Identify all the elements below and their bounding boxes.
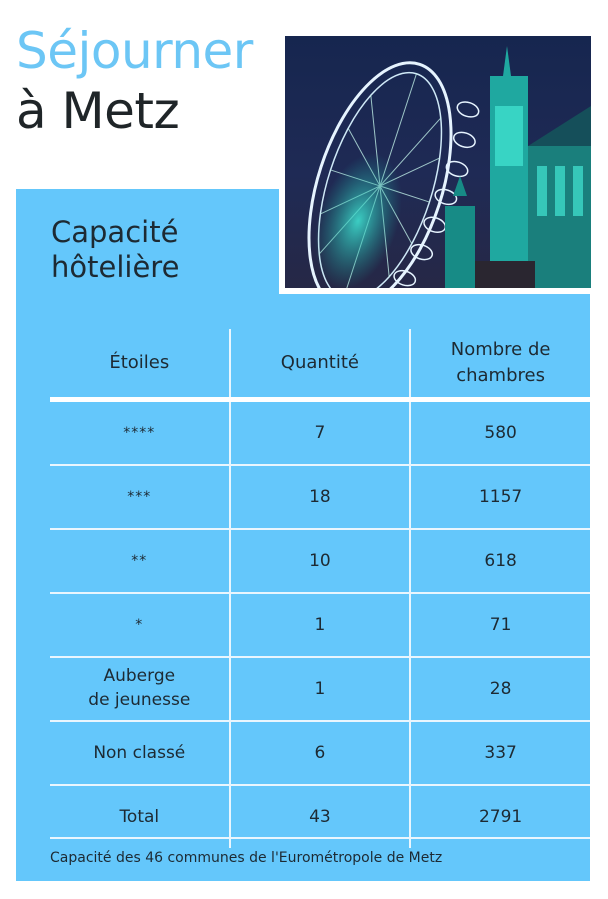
cell-rooms: 580 xyxy=(410,400,590,466)
table-header-row xyxy=(50,329,590,400)
cell-quantity: 43 xyxy=(230,785,411,848)
cell-rooms: 337 xyxy=(410,721,590,785)
metz-night-photo xyxy=(285,36,591,288)
photo-frame xyxy=(279,30,605,294)
cell-quantity: 10 xyxy=(230,529,411,593)
ferris-wheel-cathedral-illustration xyxy=(285,36,591,288)
cell-category: **** xyxy=(123,425,156,441)
cell-rooms: 618 xyxy=(410,529,590,593)
header-quantity: Quantité xyxy=(230,329,411,400)
table-row xyxy=(50,529,590,593)
header-rooms-line2: chambres xyxy=(456,365,545,386)
cell-quantity: 1 xyxy=(230,657,411,721)
cell-quantity: 6 xyxy=(230,721,411,785)
cell-quantity: 7 xyxy=(230,400,411,466)
table-row xyxy=(50,400,590,466)
header-rooms-line1: Nombre de xyxy=(450,338,551,360)
table-row xyxy=(50,593,590,657)
table-row xyxy=(50,657,590,721)
cell-quantity: 1 xyxy=(230,593,411,657)
cell-rooms: 2791 xyxy=(410,785,590,848)
cell-rooms: 28 xyxy=(410,657,590,721)
cell-category: Non classé xyxy=(50,721,230,785)
panel-title-line2: hôtelière xyxy=(51,249,180,284)
header-stars: Étoiles xyxy=(50,329,230,400)
cell-category-line1: Auberge xyxy=(103,666,176,687)
cell-category xyxy=(50,657,230,721)
cell-quantity: 18 xyxy=(230,465,411,529)
footnote: Capacité des 46 communes de l'Eurométropole de Metz xyxy=(50,850,443,866)
page-title xyxy=(16,22,253,140)
panel-title xyxy=(51,215,179,285)
cell-category-line2: de jeunesse xyxy=(88,690,191,710)
cell-category: ** xyxy=(50,529,230,593)
panel-title-line1: Capacité xyxy=(51,215,179,249)
cell-rooms: 71 xyxy=(410,593,590,657)
hotel-capacity-table xyxy=(50,329,590,848)
cell-category: *** xyxy=(50,465,230,529)
cell-rooms: 1157 xyxy=(410,465,590,529)
title-line-a-metz: à Metz xyxy=(16,82,180,140)
cell-category: Total xyxy=(50,785,230,848)
header-rooms xyxy=(410,329,590,400)
footnote-divider xyxy=(50,837,590,839)
cell-category: * xyxy=(50,593,230,657)
table-row xyxy=(50,465,590,529)
table-row xyxy=(50,721,590,785)
title-line-sejourner: Séjourner xyxy=(16,22,253,80)
